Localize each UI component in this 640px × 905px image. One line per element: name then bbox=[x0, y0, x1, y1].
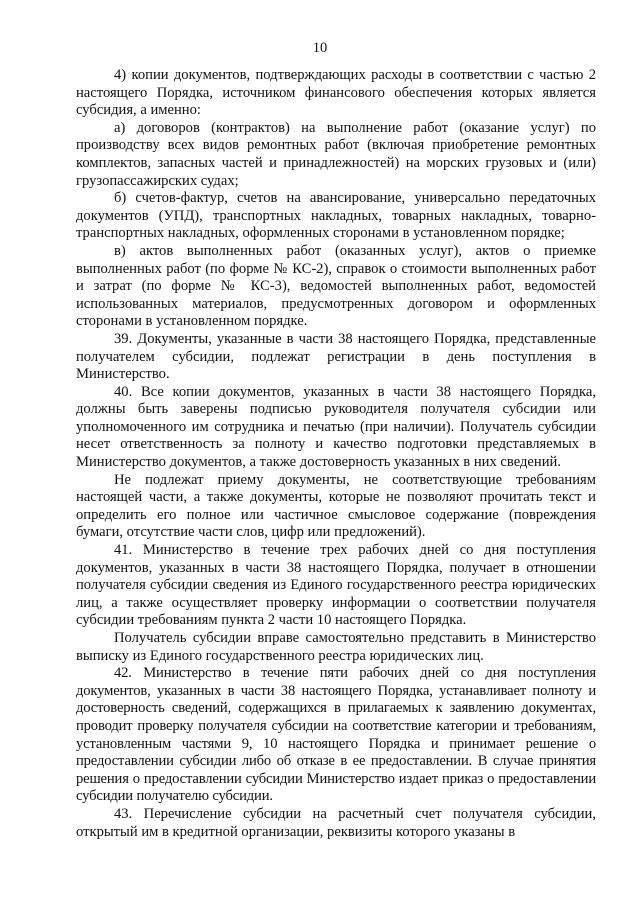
paragraph-40: 40. Все копии документов, указанных в части 38 настоящего Порядка, должны быть заверены подписью руководителя получателя субсидии или уполномоченного им сотрудника и печатью (при наличии). Получатель субсидии несет ответственность за полноту и качество подготовки представляемых в Министерство документов, а также достоверность указанных в них сведений. bbox=[76, 383, 596, 471]
paragraph-subitem-a: а) договоров (контрактов) на выполнение работ (оказание услуг) по производству всех видов ремонтных работ (включая приобретение ремонтных комплектов, запасных частей и принадлежностей) на морских грузовых и (или) грузопассажирских судах; bbox=[76, 119, 596, 189]
paragraph-40-continued: Не подлежат приему документы, не соответствующие требованиям настоящей части, а также документы, которые не позволяют прочитать текст и определить его полное или частичное смысловое содержание (повреждения бумаги, отсутствие части слов, цифр или предложений). bbox=[76, 471, 596, 541]
paragraph-item-4: 4) копии документов, подтверждающих расходы в соответствии с частью 2 настоящего Порядка, источником финансового обеспечения которых является субсидия, а именно: bbox=[76, 67, 596, 119]
paragraph-39: 39. Документы, указанные в части 38 настоящего Порядка, представленные получателем субсидии, подлежат регистрации в день поступления в Министерство. bbox=[76, 330, 596, 383]
paragraph-subitem-v: в) актов выполненных работ (оказанных услуг), актов о приемке выполненных работ (по форме № КС-2), справок о стоимости выполненных работ и затрат (по форме № КС-3), ведомостей выполненных работ, ведомостей использованных материалов, предусмотренных договором и оформленных сторонами в установленном порядке. bbox=[76, 242, 596, 330]
paragraph-42: 42. Министерство в течение пяти рабочих дней со дня поступления документов, указанных в части 38 настоящего Порядка, устанавливает полноту и достоверность сведений, содержащихся в прилагаемых к заявлению документах, проводит проверку получателя субсидии на соответствие категории и требованиям, установленным частями 9, 10 настоящего Порядка и принимает решение о предоставлении субсидии либо об отказе в ее предоставлении. В случае принятия решения о предоставлении субсидии Министерство издает приказ о предоставлении субсидии получателю субсидии. bbox=[76, 665, 596, 805]
page-number: 10 bbox=[312, 40, 328, 56]
paragraph-41-continued: Получатель субсидии вправе самостоятельно представить в Министерство выписку из Единого государственного реестра юридических лиц. bbox=[76, 630, 596, 664]
paragraph-subitem-b: б) счетов-фактур, счетов на авансирование, универсально передаточных документов (УПД), транспортных накладных, товарных накладных, товарно-транспортных накладных, оформленных сторонами в установленном порядке; bbox=[76, 190, 596, 242]
paragraph-41: 41. Министерство в течение трех рабочих дней со дня поступления документов, указанных в части 38 настоящего Порядка, получает в отношении получателя субсидии сведения из Единого государственного реестра юридических лиц, а также осуществляет проверку информации о соответствии получателя субсидии требованиям пункта 2 части 10 настоящего Порядка. bbox=[76, 542, 596, 629]
paragraph-43: 43. Перечисление субсидии на расчетный счет получателя субсидии, открытый им в кредитной организации, реквизиты которого указаны в bbox=[76, 805, 596, 840]
document-body bbox=[76, 67, 596, 841]
